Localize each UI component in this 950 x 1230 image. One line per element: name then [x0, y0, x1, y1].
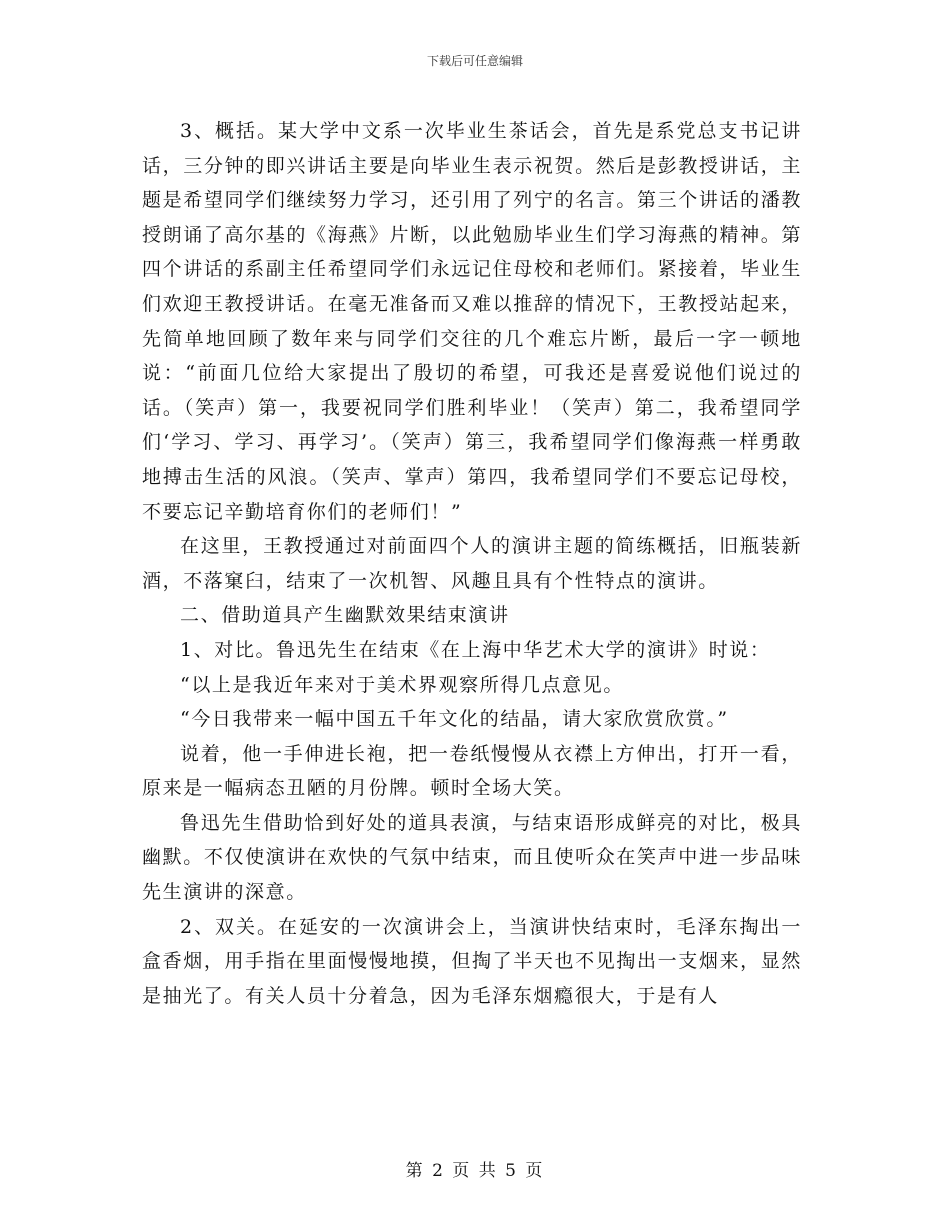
paragraph-pun-example: 2、双关。在延安的一次演讲会上，当演讲快结束时，毛泽东掏出一盒香烟，用手指在里面慢慢地摸，但掏了半天也不见掏出一支烟来，显然是抽光了。有关人员十分着急，因为毛泽东烟瘾很大，于是有人	[142, 915, 802, 1007]
paragraph-contrast-intro: 1、对比。鲁迅先生在结束《在上海中华艺术大学的演讲》时说：	[180, 638, 771, 661]
paragraph-contrast-action: 说着，他一手伸进长袍，把一卷纸慢慢从衣襟上方伸出，打开一看，原来是一幅病态丑陋的月份牌。顿时全场大笑。	[142, 742, 802, 800]
paragraph-quote-1: “以上是我近年来对于美术界观察所得几点意见。	[180, 673, 624, 696]
section-heading-props: 二、借助道具产生幽默效果结束演讲	[180, 604, 510, 627]
paragraph-summary-example: 3、概括。某大学中文系一次毕业生茶话会，首先是系党总支书记讲话，三分钟的即兴讲话主要是向毕业生表示祝贺。然后是彭教授讲话，主题是希望同学们继续努力学习，还引用了列宁的名言。第三个讲话的潘教授朗诵了高尔基的《海燕》片断，以此勉励毕业生们学习海燕的精神。第四个讲话的系副主任希望同学们永远记住母校和老师们。紧接着，毕业生们欢迎王教授讲话。在毫无准备而又难以推辞的情况下，王教授站起来，先简单地回顾了数年来与同学们交往的几个难忘片断，最后一字一顿地说：“前面几位给大家提出了殷切的希望，可我还是喜爱说他们说过的话。（笑声）第一，我要祝同学们胜利毕业！（笑声）第二，我希望同学们‘学习、学习、再学习’。（笑声）第三，我希望同学们像海燕一样勇敢地搏击生活的风浪。（笑声、掌声）第四，我希望同学们不要忘记母校，不要忘记辛勤培育你们的老师们！”	[142, 120, 802, 523]
page-header-note: 下载后可任意编辑	[426, 54, 523, 68]
document-body	[142, 114, 802, 1013]
page-number-footer: 第 2 页 共 5 页	[405, 1161, 545, 1181]
paragraph-quote-2: “今日我带来一幅中国五千年文化的结晶，请大家欣赏欣赏。”	[180, 708, 729, 731]
paragraph-summary-analysis: 在这里，王教授通过对前面四个人的演讲主题的简练概括，旧瓶装新酒，不落窠臼，结束了一次机智、风趣且具有个性特点的演讲。	[142, 535, 802, 592]
paragraph-contrast-analysis: 鲁迅先生借助恰到好处的道具表演，与结束语形成鲜亮的对比，极具幽默。不仅使演讲在欢快的气氛中结束，而且使听众在笑声中进一步品味先生演讲的深意。	[142, 811, 802, 904]
